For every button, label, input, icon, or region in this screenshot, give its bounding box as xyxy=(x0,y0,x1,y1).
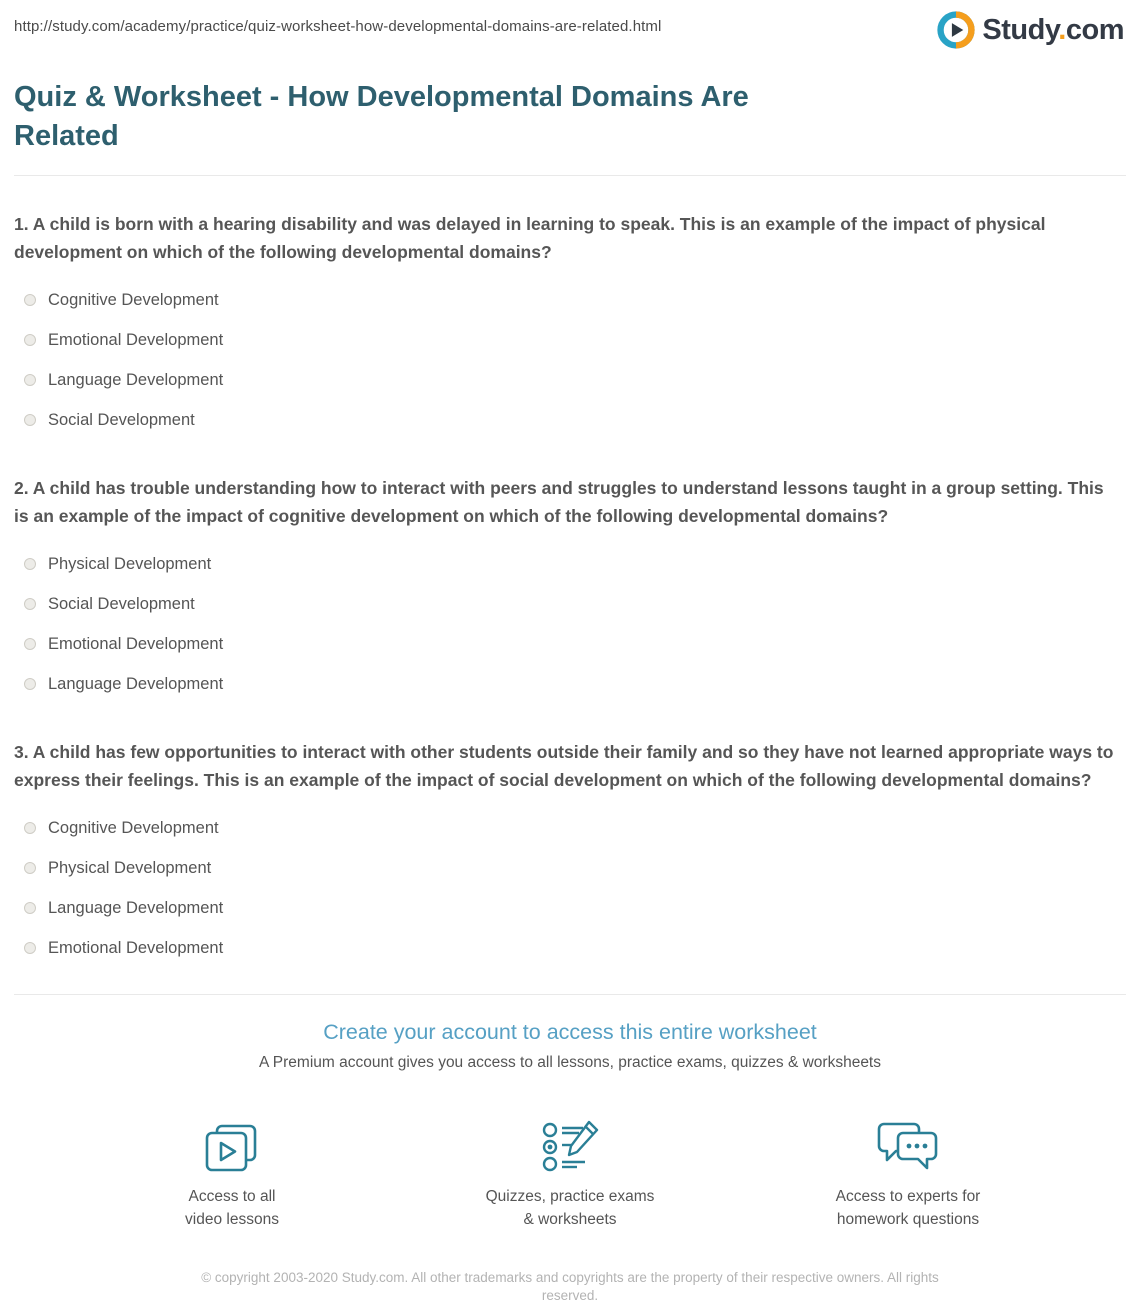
feature-caption: Access to all video lessons xyxy=(185,1188,279,1228)
play-circle-icon xyxy=(936,10,976,50)
experts-chat-icon xyxy=(876,1112,940,1174)
option-label[interactable]: Physical Development xyxy=(48,858,212,877)
top-bar xyxy=(0,0,1140,50)
option-label[interactable]: Social Development xyxy=(48,410,195,429)
features-row xyxy=(0,1112,1140,1231)
q3-option-3[interactable] xyxy=(24,888,1126,928)
option-label[interactable]: Cognitive Development xyxy=(48,290,219,309)
radio-button[interactable] xyxy=(24,558,36,570)
page-url: http://study.com/academy/practice/quiz-worksheet-how-developmental-domains-are-related.html xyxy=(14,18,662,35)
radio-button[interactable] xyxy=(24,942,36,954)
radio-button[interactable] xyxy=(24,678,36,690)
radio-button[interactable] xyxy=(24,862,36,874)
question-2-text: 2. A child has trouble understanding how to interact with peers and struggles to understand lessons taught in a group setting. This is an example of the impact of cognitive development on which of the following developmental domains? xyxy=(14,478,1104,527)
option-label[interactable]: Emotional Development xyxy=(48,330,224,349)
studycom-logo xyxy=(936,10,1124,50)
radio-button[interactable] xyxy=(24,294,36,306)
q2-option-1[interactable] xyxy=(24,544,1126,584)
radio-button[interactable] xyxy=(24,374,36,386)
video-lessons-icon xyxy=(205,1112,259,1174)
option-label[interactable]: Language Development xyxy=(48,674,224,693)
q2-option-2[interactable] xyxy=(24,584,1126,624)
radio-button[interactable] xyxy=(24,598,36,610)
radio-button[interactable] xyxy=(24,414,36,426)
feature-caption: Access to experts for homework questions xyxy=(835,1188,981,1228)
radio-button[interactable] xyxy=(24,902,36,914)
option-label[interactable]: Physical Development xyxy=(48,554,212,573)
cta-heading: Create your account to access this entire worksheet xyxy=(323,1020,817,1045)
question-1-text: 1. A child is born with a hearing disability and was delayed in learning to speak. This is an example of the impact of physical development on which of the following developmental domains? xyxy=(14,214,1046,263)
feature-expert-help xyxy=(798,1112,1018,1231)
q1-option-1[interactable] xyxy=(24,280,1126,320)
radio-button[interactable] xyxy=(24,638,36,650)
question-2 xyxy=(14,440,1126,704)
option-label[interactable]: Emotional Development xyxy=(48,938,224,957)
q3-option-4[interactable] xyxy=(24,928,1126,968)
q2-option-4[interactable] xyxy=(24,664,1126,704)
question-1 xyxy=(14,176,1126,440)
option-label[interactable]: Social Development xyxy=(48,594,195,613)
option-label[interactable]: Language Development xyxy=(48,370,224,389)
radio-button[interactable] xyxy=(24,822,36,834)
radio-button[interactable] xyxy=(24,334,36,346)
q1-option-4[interactable] xyxy=(24,400,1126,440)
q3-option-1[interactable] xyxy=(24,808,1126,848)
option-label[interactable]: Cognitive Development xyxy=(48,818,219,837)
question-3-options xyxy=(14,808,1126,968)
question-3-text: 3. A child has few opportunities to interact with other students outside their family and so they have not learned appropriate ways to express their feelings. This is an example of the impact of social development on which of the following developmental domains? xyxy=(14,742,1114,791)
option-label[interactable]: Language Development xyxy=(48,898,224,917)
logo-wordmark: Study.com xyxy=(982,13,1124,46)
quizzes-worksheets-icon xyxy=(541,1112,599,1174)
feature-video-lessons xyxy=(122,1112,342,1231)
question-2-options xyxy=(14,544,1126,704)
cta-subheading: A Premium account gives you access to all lessons, practice exams, quizzes & worksheets xyxy=(259,1054,881,1072)
cta-divider xyxy=(14,994,1126,995)
q1-option-2[interactable] xyxy=(24,320,1126,360)
q1-option-3[interactable] xyxy=(24,360,1126,400)
cta-section xyxy=(0,1020,1140,1231)
option-label[interactable]: Emotional Development xyxy=(48,634,224,653)
question-1-options xyxy=(14,280,1126,440)
page-title: Quiz & Worksheet - How Developmental Domains Are Related xyxy=(14,81,749,152)
question-3 xyxy=(14,704,1126,968)
copyright-notice: © copyright 2003-2020 Study.com. All other trademarks and copyrights are the property of their respective owners. All rights reserved. xyxy=(201,1270,939,1304)
q3-option-2[interactable] xyxy=(24,848,1126,888)
feature-caption: Quizzes, practice exams & worksheets xyxy=(485,1188,655,1228)
feature-quizzes-worksheets xyxy=(460,1112,680,1231)
q2-option-3[interactable] xyxy=(24,624,1126,664)
